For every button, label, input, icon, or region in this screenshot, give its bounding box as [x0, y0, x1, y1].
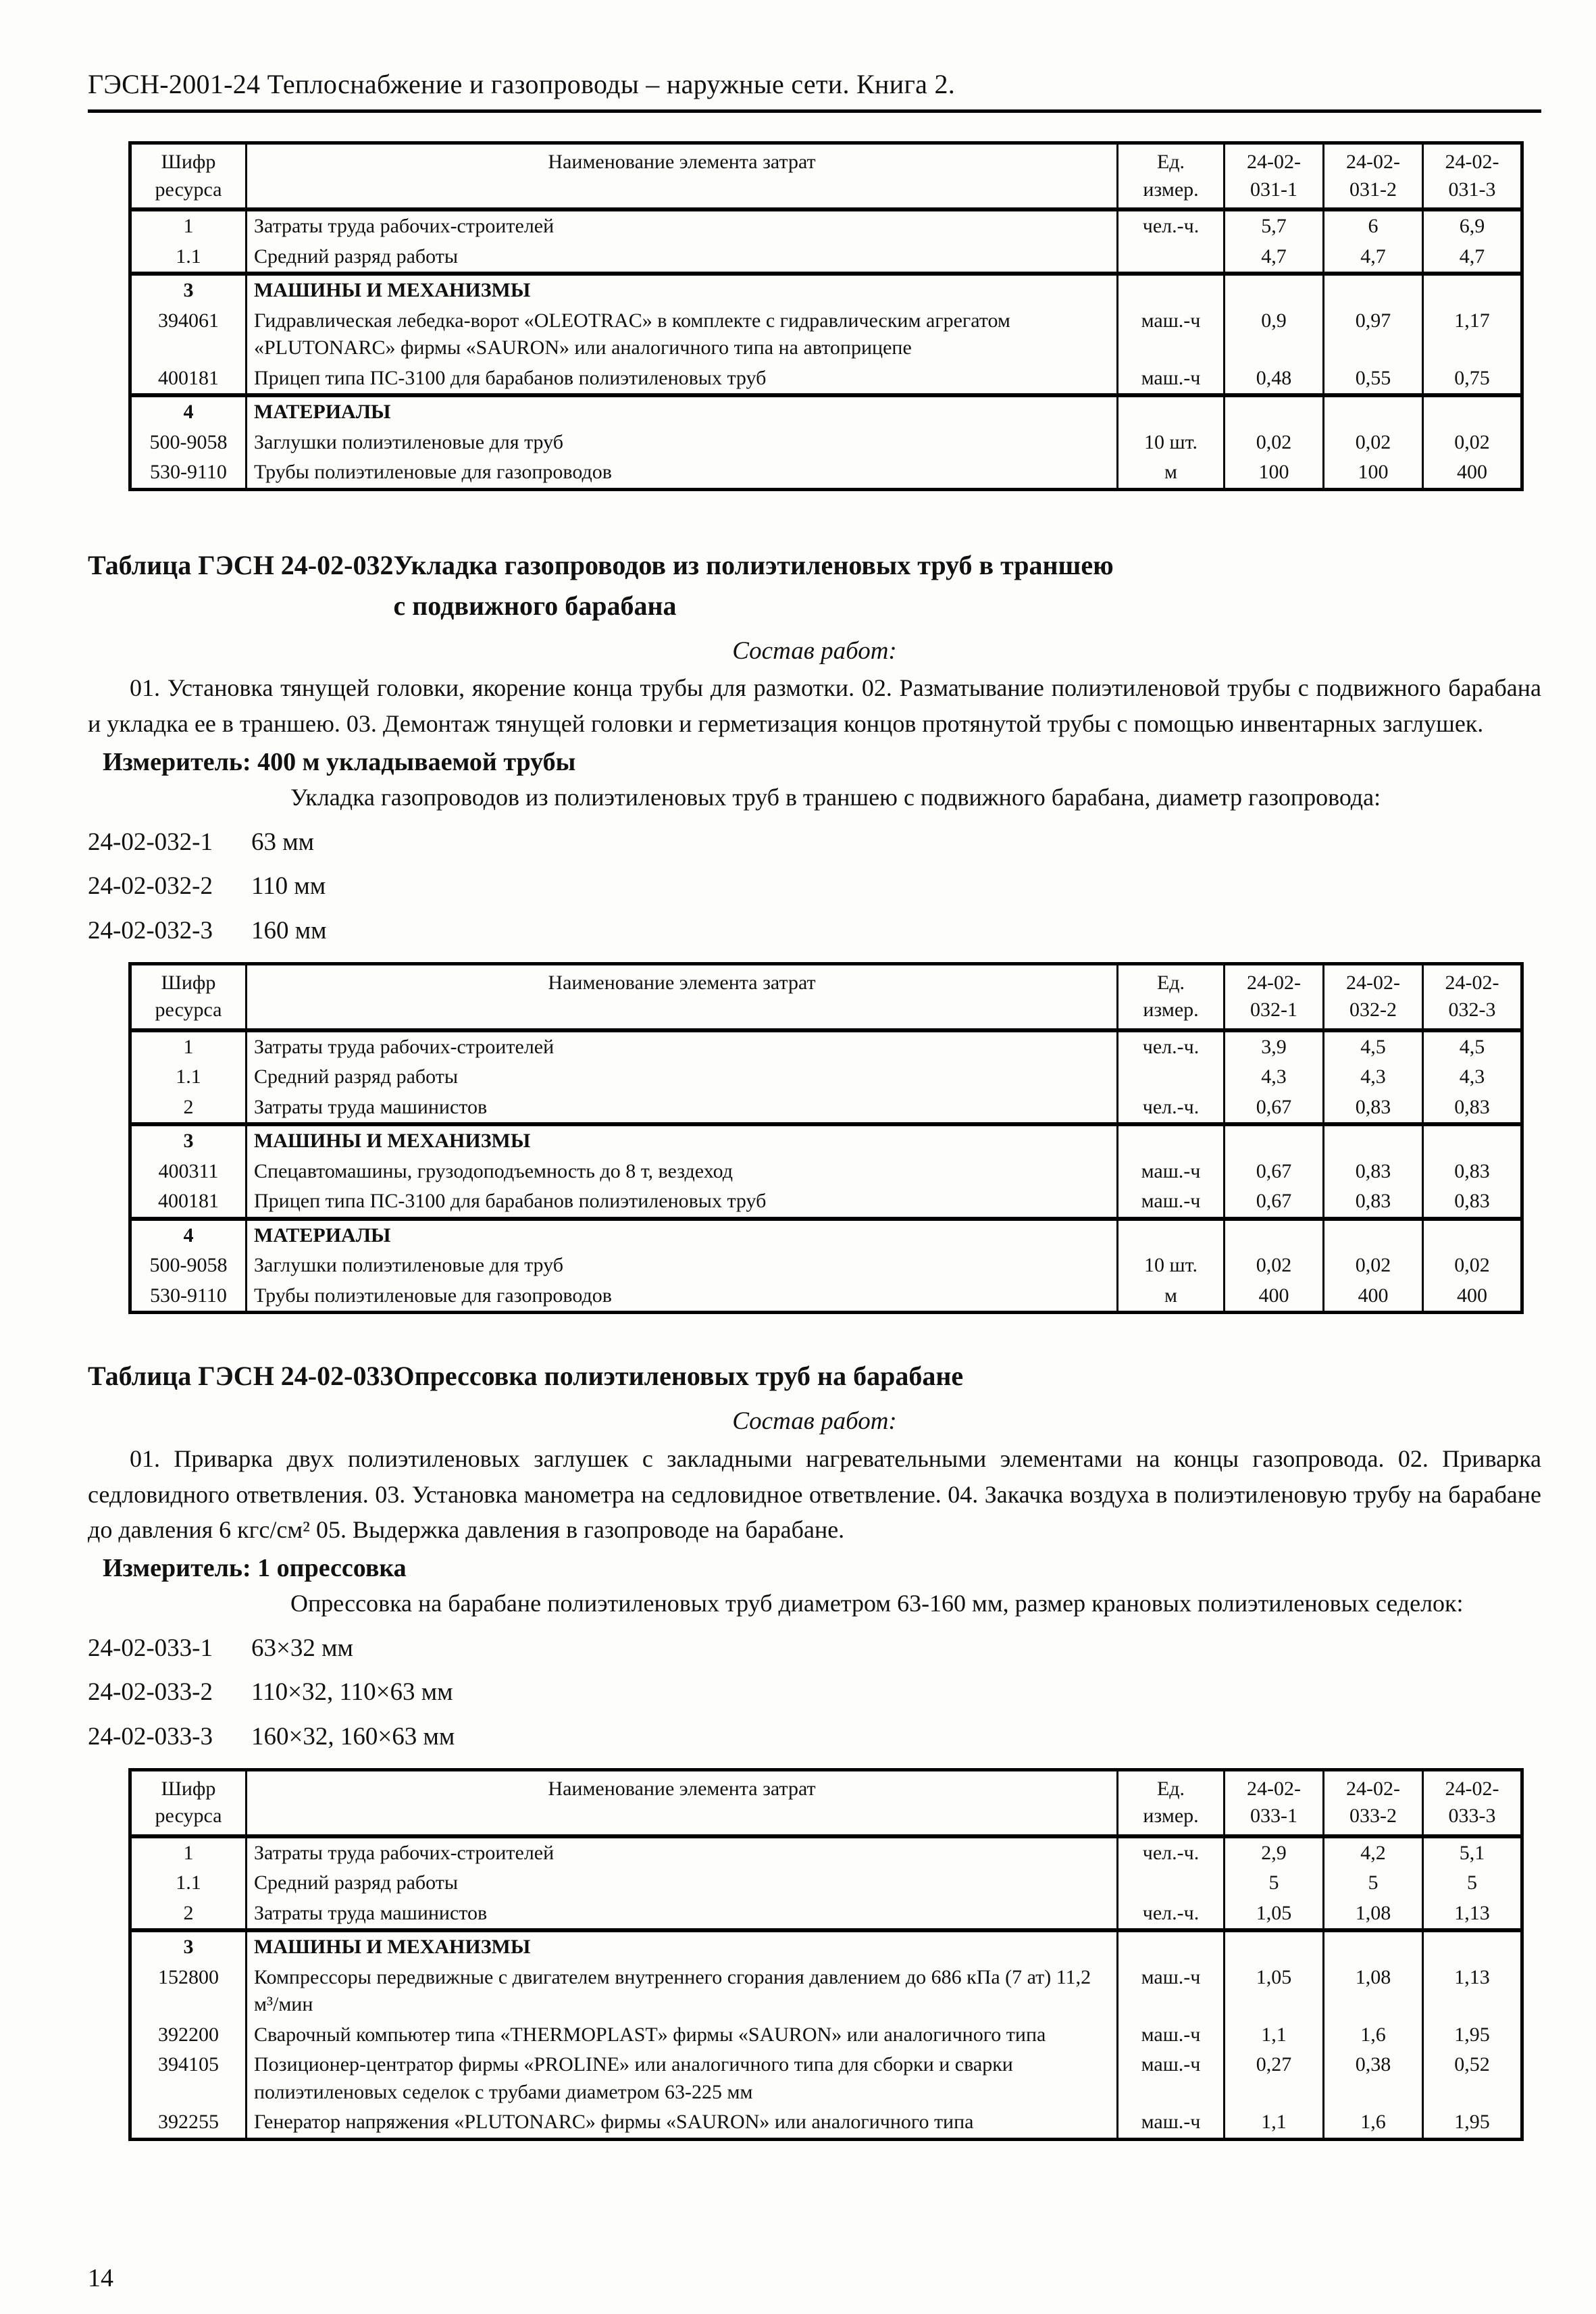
resource-code-cell: 4: [130, 1219, 247, 1251]
izmeritel-line: Измеритель: 1 опрессовка: [103, 1553, 407, 1582]
table-header-row: [130, 1769, 1522, 1836]
variant-code: 24-02-033-2: [88, 1678, 213, 1707]
table-row: [130, 1219, 1522, 1251]
resource-code-cell: 392255: [130, 2107, 247, 2139]
variant-list: [88, 1631, 1541, 1755]
value-cell-1: 4,3: [1225, 1062, 1324, 1092]
value-cell-1: [1225, 274, 1324, 306]
resource-code-cell: 530-9110: [130, 1281, 247, 1313]
value-cell-2: 0,83: [1324, 1157, 1423, 1187]
unit-cell: [1118, 274, 1225, 306]
unit-cell: маш.-ч: [1118, 2020, 1225, 2051]
column-header-norm-032-1: [1225, 963, 1324, 1030]
resource-code-cell: 1: [130, 209, 247, 242]
value-cell-2: 1,6: [1324, 2020, 1423, 2051]
table-body: [130, 209, 1522, 489]
cost-element-name-cell: Позиционер-центратор фирмы «PROLINE» или аналогичного типа для сборки и сварки полиэтиленовых седелок с трубами диаметром 63-225 мм: [247, 2050, 1118, 2107]
value-cell-1: 0,67: [1225, 1157, 1324, 1187]
unit-cell: чел.-ч.: [1118, 1898, 1225, 1931]
table-row: [130, 1898, 1522, 1931]
value-cell-1: 0,27: [1225, 2050, 1324, 2107]
value-cell-2: 4,2: [1324, 1836, 1423, 1869]
value-cell-3: [1423, 1219, 1522, 1251]
cost-element-name-cell: Заглушки полиэтиленовые для труб: [247, 1251, 1118, 1281]
table-row: [130, 1124, 1522, 1157]
unit-cell: [1118, 1219, 1225, 1251]
cost-element-name-cell: Затраты труда рабочих-строителей: [247, 209, 1118, 242]
resource-code-cell: 3: [130, 1124, 247, 1157]
value-cell-1: 5: [1225, 1868, 1324, 1898]
resource-code-cell: 2: [130, 1898, 247, 1931]
value-cell-2: 4,5: [1324, 1030, 1423, 1063]
value-cell-2: 0,97: [1324, 306, 1423, 363]
sostav-rabot-text: 01. Приварка двух полиэтиленовых заглушек с закладными нагревательными элементами на концы газопровода. 02. Приварка седловидного ответвления. 03. Установка манометра на седловидное ответвление. 04. Закачка воздуха в полиэтиленовую трубу на барабане до давления 6 кгс/см² 05. Выдержка давления в газопроводе на барабане.: [88, 1445, 1541, 1543]
header-line: 24-02-: [1346, 1777, 1400, 1800]
cost-element-name-cell: Трубы полиэтиленовые для газопроводов: [247, 1281, 1118, 1313]
unit-cell: маш.-ч: [1118, 1157, 1225, 1187]
variant-size: 63×32 мм: [251, 1634, 353, 1662]
column-header-norm-032-3: [1423, 963, 1522, 1030]
resource-code-cell: 3: [130, 274, 247, 306]
header-line: Ед.: [1156, 971, 1185, 994]
value-cell-2: 1,6: [1324, 2107, 1423, 2139]
variant-code: 24-02-032-1: [88, 828, 213, 856]
izmeritel-line: Измеритель: 400 м укладываемой трубы: [103, 747, 576, 776]
table-row: [130, 1868, 1522, 1898]
descriptor-text: Опрессовка на барабане полиэтиленовых труб диаметром 63-160 мм, размер крановых полиэтиленовых седелок:: [290, 1590, 1464, 1617]
table-row: [130, 242, 1522, 274]
value-cell-3: 400: [1423, 1281, 1522, 1313]
header-line: 032-2: [1349, 999, 1397, 1022]
value-cell-2: [1324, 1124, 1423, 1157]
table-row: [130, 1251, 1522, 1281]
value-cell-1: 0,9: [1225, 306, 1324, 363]
column-header-cost-element: Наименование элемента затрат: [247, 143, 1118, 210]
variant-row: [88, 913, 1541, 949]
table-row: [130, 1062, 1522, 1092]
value-cell-3: 0,83: [1423, 1157, 1522, 1187]
variant-size: 110×32, 110×63 мм: [251, 1678, 453, 1707]
unit-cell: [1118, 242, 1225, 274]
value-cell-2: 4,7: [1324, 242, 1423, 274]
value-cell-1: 3,9: [1225, 1030, 1324, 1063]
value-cell-2: 0,02: [1324, 1251, 1423, 1281]
unit-cell: маш.-ч: [1118, 1186, 1225, 1219]
column-header-norm-031-1: [1225, 143, 1324, 210]
resource-code-cell: 400181: [130, 1186, 247, 1219]
resource-code-cell: 152800: [130, 1963, 247, 2020]
page-number: 14: [88, 2264, 113, 2292]
header-line: 031-1: [1250, 178, 1297, 201]
section-24-02-033: [88, 1356, 1541, 1755]
table-row: [130, 395, 1522, 428]
resource-code-cell: 1: [130, 1836, 247, 1869]
sostav-rabot-heading: Состав работ:: [732, 636, 897, 665]
value-cell-3: 4,3: [1423, 1062, 1522, 1092]
header-line: 031-3: [1448, 178, 1496, 201]
header-line: Ед.: [1156, 1777, 1185, 1800]
column-header-cost-element: Наименование элемента затрат: [247, 963, 1118, 1030]
header-line: 24-02-: [1445, 151, 1499, 173]
value-cell-2: 0,55: [1324, 363, 1423, 396]
value-cell-1: 0,02: [1225, 428, 1324, 458]
document-page: [88, 68, 1541, 2314]
column-header-unit: [1118, 1769, 1225, 1836]
header-line: измер.: [1143, 178, 1199, 201]
title-line: Опрессовка полиэтиленовых труб на барабане: [393, 1361, 964, 1392]
table-row: [130, 1186, 1522, 1219]
table-body: [130, 1030, 1522, 1313]
value-cell-1: 5,7: [1225, 209, 1324, 242]
table-row: [130, 1930, 1522, 1963]
resource-code-cell: 1.1: [130, 1868, 247, 1898]
resource-code-cell: 1.1: [130, 1062, 247, 1092]
header-line: 033-1: [1250, 1805, 1297, 1828]
value-cell-1: 0,67: [1225, 1186, 1324, 1219]
value-cell-3: 0,83: [1423, 1092, 1522, 1125]
unit-cell: чел.-ч.: [1118, 1836, 1225, 1869]
table-row: [130, 1836, 1522, 1869]
variant-size: 63 мм: [251, 828, 315, 856]
cost-element-name-cell: Генератор напряжения «PLUTONARC» фирмы «SAURON» или аналогичного типа: [247, 2107, 1118, 2139]
cost-element-name-cell: Заглушки полиэтиленовые для труб: [247, 428, 1118, 458]
resource-code-cell: 1.1: [130, 242, 247, 274]
column-header-norm-033-3: [1423, 1769, 1522, 1836]
unit-cell: 10 шт.: [1118, 1251, 1225, 1281]
value-cell-3: [1423, 1930, 1522, 1963]
header-line: 033-3: [1448, 1805, 1496, 1828]
value-cell-1: [1225, 1219, 1324, 1251]
table-row: [130, 1963, 1522, 2020]
unit-cell: чел.-ч.: [1118, 1030, 1225, 1063]
unit-cell: маш.-ч: [1118, 363, 1225, 396]
title-line: с подвижного барабана: [393, 590, 677, 621]
value-cell-3: 6,9: [1423, 209, 1522, 242]
cost-element-name-cell: Средний разряд работы: [247, 1062, 1118, 1092]
variant-size: 110 мм: [251, 872, 326, 901]
cost-element-name-cell: Гидравлическая лебедка-ворот «OLEOTRAC» в комплекте с гидравлическим агрегатом «PLUTONARC» фирмы «SAURON» или аналогичного типа на автоприцепе: [247, 306, 1118, 363]
value-cell-2: 1,08: [1324, 1898, 1423, 1931]
table-row: [130, 2020, 1522, 2051]
table-row: [130, 1281, 1522, 1313]
value-cell-1: [1225, 1930, 1324, 1963]
table-title: [393, 1356, 963, 1397]
resource-code-cell: 400181: [130, 363, 247, 396]
header-line: измер.: [1143, 1805, 1199, 1828]
header-line: Шифр: [161, 151, 216, 173]
value-cell-2: 1,08: [1324, 1963, 1423, 2020]
variant-row: [88, 1631, 1541, 1666]
header-line: 033-2: [1349, 1805, 1397, 1828]
cost-element-name-cell: Компрессоры передвижные с двигателем внутреннего сгорания давлением до 686 кПа (7 ат) 11,2 м³/мин: [247, 1963, 1118, 2020]
unit-cell: м: [1118, 457, 1225, 489]
unit-cell: [1118, 1868, 1225, 1898]
resource-code-cell: 530-9110: [130, 457, 247, 489]
cost-element-name-cell: Затраты труда рабочих-строителей: [247, 1836, 1118, 1869]
header-line: ресурса: [155, 1805, 222, 1828]
unit-cell: маш.-ч: [1118, 2050, 1225, 2107]
value-cell-3: 5: [1423, 1868, 1522, 1898]
value-cell-3: 1,17: [1423, 306, 1522, 363]
section-heading: [88, 1356, 1541, 1397]
value-cell-1: 400: [1225, 1281, 1324, 1313]
value-cell-3: [1423, 395, 1522, 428]
value-cell-2: 0,02: [1324, 428, 1423, 458]
resource-code-cell: 394105: [130, 2050, 247, 2107]
value-cell-3: 0,02: [1423, 1251, 1522, 1281]
resource-code-cell: 500-9058: [130, 428, 247, 458]
header-line: 24-02-: [1346, 971, 1400, 994]
unit-cell: м: [1118, 1281, 1225, 1313]
cost-element-name-cell: МАШИНЫ И МЕХАНИЗМЫ: [247, 1930, 1118, 1963]
header-line: 24-02-: [1346, 151, 1400, 173]
cost-element-name-cell: Прицеп типа ПС-3100 для барабанов полиэтиленовых труб: [247, 363, 1118, 396]
cost-table-24-02-032: [128, 962, 1524, 1315]
resource-code-cell: 394061: [130, 306, 247, 363]
descriptor-text: Укладка газопроводов из полиэтиленовых труб в траншею с подвижного барабана, диаметр газопровода:: [290, 784, 1381, 811]
table-row: [130, 1157, 1522, 1187]
unit-cell: [1118, 1062, 1225, 1092]
table-header-row: [130, 143, 1522, 210]
unit-cell: маш.-ч: [1118, 1963, 1225, 2020]
cost-element-name-cell: Средний разряд работы: [247, 242, 1118, 274]
table-label: Таблица ГЭСН 24-02-033: [88, 1361, 394, 1392]
cost-element-name-cell: МАТЕРИАЛЫ: [247, 395, 1118, 428]
unit-cell: [1118, 1124, 1225, 1157]
column-header-resource-code: [130, 963, 247, 1030]
column-header-norm-033-2: [1324, 1769, 1423, 1836]
value-cell-3: 0,02: [1423, 428, 1522, 458]
cost-element-name-cell: Затраты труда машинистов: [247, 1092, 1118, 1125]
column-header-norm-032-2: [1324, 963, 1423, 1030]
value-cell-1: 1,1: [1225, 2107, 1324, 2139]
value-cell-1: 0,02: [1225, 1251, 1324, 1281]
header-line: 24-02-: [1445, 971, 1499, 994]
variant-code: 24-02-033-3: [88, 1723, 213, 1751]
header-line: измер.: [1143, 999, 1199, 1022]
cost-element-name-cell: Спецавтомашины, грузодоподъемность до 8 т, вездеход: [247, 1157, 1118, 1187]
header-line: Ед.: [1156, 151, 1185, 173]
value-cell-3: [1423, 1124, 1522, 1157]
header-line: 032-3: [1448, 999, 1496, 1022]
table-label: Таблица ГЭСН 24-02-032: [88, 549, 394, 580]
table-row: [130, 363, 1522, 396]
section-heading: [88, 545, 1541, 626]
variant-row: [88, 1719, 1541, 1755]
header-line: 24-02-: [1247, 151, 1301, 173]
variant-code: 24-02-033-1: [88, 1634, 213, 1662]
table-title: [393, 545, 1113, 626]
value-cell-1: 100: [1225, 457, 1324, 489]
cost-element-name-cell: МАШИНЫ И МЕХАНИЗМЫ: [247, 1124, 1118, 1157]
column-header-unit: [1118, 963, 1225, 1030]
table-row: [130, 274, 1522, 306]
table-header-row: [130, 963, 1522, 1030]
resource-code-cell: 400311: [130, 1157, 247, 1187]
value-cell-1: 1,1: [1225, 2020, 1324, 2051]
header-line: 24-02-: [1247, 1777, 1301, 1800]
value-cell-3: 1,95: [1423, 2020, 1522, 2051]
variant-code: 24-02-032-2: [88, 872, 213, 901]
value-cell-2: 6: [1324, 209, 1423, 242]
resource-code-cell: 500-9058: [130, 1251, 247, 1281]
value-cell-3: 5,1: [1423, 1836, 1522, 1869]
value-cell-3: 0,52: [1423, 2050, 1522, 2107]
value-cell-1: 1,05: [1225, 1898, 1324, 1931]
column-header-resource-code: [130, 143, 247, 210]
value-cell-1: 2,9: [1225, 1836, 1324, 1869]
value-cell-2: 100: [1324, 457, 1423, 489]
variant-size: 160×32, 160×63 мм: [251, 1723, 455, 1751]
cost-table-24-02-031: [128, 141, 1524, 491]
value-cell-2: 5: [1324, 1868, 1423, 1898]
unit-cell: чел.-ч.: [1118, 1092, 1225, 1125]
value-cell-2: 0,38: [1324, 2050, 1423, 2107]
header-line: Шифр: [161, 1777, 216, 1800]
table-row: [130, 2050, 1522, 2107]
value-cell-3: 4,7: [1423, 242, 1522, 274]
resource-code-cell: 3: [130, 1930, 247, 1963]
resource-code-cell: 1: [130, 1030, 247, 1063]
table-body: [130, 1836, 1522, 2140]
table-row: [130, 428, 1522, 458]
value-cell-2: [1324, 1930, 1423, 1963]
value-cell-1: 0,67: [1225, 1092, 1324, 1125]
table-row: [130, 1030, 1522, 1063]
value-cell-2: 0,83: [1324, 1186, 1423, 1219]
column-header-unit: [1118, 143, 1225, 210]
value-cell-1: [1225, 395, 1324, 428]
variant-row: [88, 869, 1541, 904]
section-24-02-032: [88, 545, 1541, 949]
cost-element-name-cell: МАТЕРИАЛЫ: [247, 1219, 1118, 1251]
document-header: ГЭСН-2001-24 Теплоснабжение и газопроводы – наружные сети. Книга 2.: [88, 68, 1541, 113]
table-row: [130, 1092, 1522, 1125]
variant-row: [88, 825, 1541, 860]
variant-code: 24-02-032-3: [88, 917, 213, 945]
value-cell-3: 1,13: [1423, 1898, 1522, 1931]
value-cell-3: 400: [1423, 457, 1522, 489]
cost-table-24-02-033: [128, 1768, 1524, 2141]
value-cell-1: 4,7: [1225, 242, 1324, 274]
header-line: 24-02-: [1445, 1777, 1499, 1800]
cost-element-name-cell: Трубы полиэтиленовые для газопроводов: [247, 457, 1118, 489]
value-cell-1: [1225, 1124, 1324, 1157]
resource-code-cell: 4: [130, 395, 247, 428]
header-line: 24-02-: [1247, 971, 1301, 994]
variant-size: 160 мм: [251, 917, 327, 945]
cost-element-name-cell: МАШИНЫ И МЕХАНИЗМЫ: [247, 274, 1118, 306]
cost-element-name-cell: Сварочный компьютер типа «THERMOPLAST» фирмы «SAURON» или аналогичного типа: [247, 2020, 1118, 2051]
value-cell-2: [1324, 395, 1423, 428]
cost-element-name-cell: Прицеп типа ПС-3100 для барабанов полиэтиленовых труб: [247, 1186, 1118, 1219]
value-cell-1: 1,05: [1225, 1963, 1324, 2020]
value-cell-3: 0,83: [1423, 1186, 1522, 1219]
unit-cell: [1118, 395, 1225, 428]
header-line: Шифр: [161, 971, 216, 994]
column-header-cost-element: Наименование элемента затрат: [247, 1769, 1118, 1836]
column-header-resource-code: [130, 1769, 247, 1836]
unit-cell: маш.-ч: [1118, 306, 1225, 363]
value-cell-2: [1324, 1219, 1423, 1251]
value-cell-2: 0,83: [1324, 1092, 1423, 1125]
resource-code-cell: 2: [130, 1092, 247, 1125]
variant-row: [88, 1675, 1541, 1710]
table-row: [130, 209, 1522, 242]
value-cell-3: 0,75: [1423, 363, 1522, 396]
table-row: [130, 457, 1522, 489]
unit-cell: маш.-ч: [1118, 2107, 1225, 2139]
column-header-norm-031-2: [1324, 143, 1423, 210]
column-header-norm-033-1: [1225, 1769, 1324, 1836]
unit-cell: чел.-ч.: [1118, 209, 1225, 242]
unit-cell: 10 шт.: [1118, 428, 1225, 458]
title-line: Укладка газопроводов из полиэтиленовых труб в траншею: [393, 549, 1114, 580]
table-row: [130, 306, 1522, 363]
value-cell-2: [1324, 274, 1423, 306]
variant-list: [88, 825, 1541, 949]
value-cell-3: 1,95: [1423, 2107, 1522, 2139]
sostav-rabot-text: 01. Установка тянущей головки, якорение конца трубы для размотки. 02. Разматывание полиэтиленовой трубы с подвижного барабана и укладка ее в траншею. 03. Демонтаж тянущей головки и герметизация концов протянутой трубы с помощью инвентарных заглушек.: [88, 674, 1541, 737]
cost-element-name-cell: Затраты труда рабочих-строителей: [247, 1030, 1118, 1063]
value-cell-2: 4,3: [1324, 1062, 1423, 1092]
cost-element-name-cell: Средний разряд работы: [247, 1868, 1118, 1898]
header-line: 031-2: [1349, 178, 1397, 201]
sostav-rabot-heading: Состав работ:: [732, 1407, 897, 1436]
value-cell-3: [1423, 274, 1522, 306]
cost-element-name-cell: Затраты труда машинистов: [247, 1898, 1118, 1931]
value-cell-1: 0,48: [1225, 363, 1324, 396]
resource-code-cell: 392200: [130, 2020, 247, 2051]
value-cell-3: 1,13: [1423, 1963, 1522, 2020]
header-line: ресурса: [155, 999, 222, 1022]
value-cell-3: 4,5: [1423, 1030, 1522, 1063]
table-row: [130, 2107, 1522, 2139]
column-header-norm-031-3: [1423, 143, 1522, 210]
value-cell-2: 400: [1324, 1281, 1423, 1313]
unit-cell: [1118, 1930, 1225, 1963]
header-line: 032-1: [1250, 999, 1297, 1022]
header-line: ресурса: [155, 178, 222, 201]
